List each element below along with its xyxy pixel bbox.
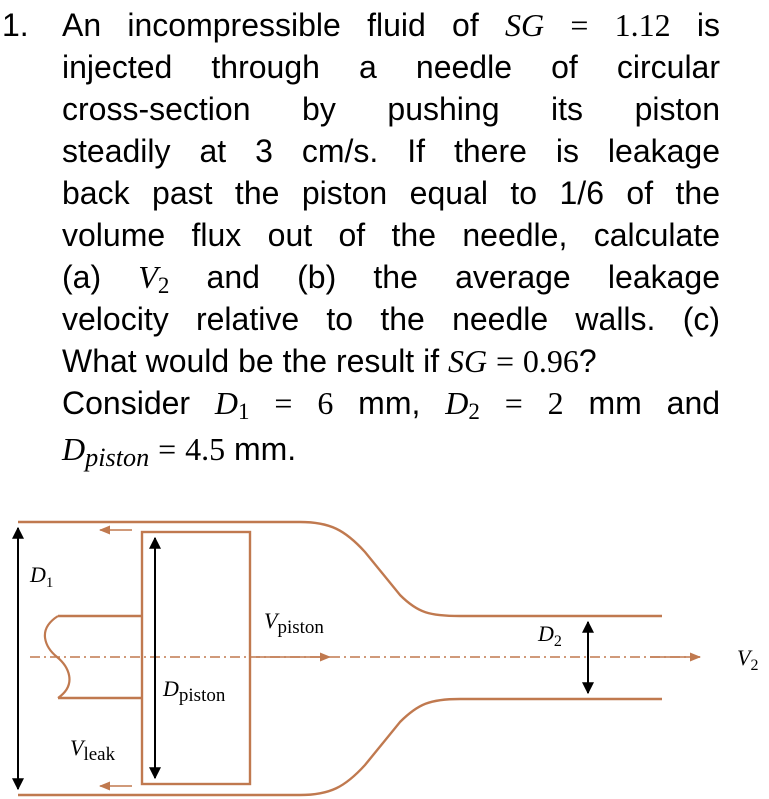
problem-line-10: Consider $D_1 = 6$ mm, $D_2 = 2$ mm and	[62, 385, 721, 425]
d2-value: 2	[547, 385, 564, 421]
piston-speed: 3 cm/s	[255, 133, 370, 169]
problem-line-3: cross-section by pushing its piston	[62, 91, 720, 127]
problem-number: 1.	[2, 7, 29, 43]
problem-line-9: What would be the result if SG = 0.96?	[62, 343, 597, 379]
d1-value: 6	[317, 385, 334, 421]
needle-diagram	[0, 500, 769, 799]
v-piston-label: Vpiston	[264, 608, 324, 638]
dpiston-label: Dpiston	[163, 676, 226, 706]
problem-line-6: volume flux out of the needle, calculate	[62, 217, 720, 253]
problem-line-11: Dpiston = 4.5 mm.	[62, 431, 297, 472]
sg-value-2: 0.96	[522, 343, 579, 379]
problem-line-5: back past the piston equal to 1/6 of the	[62, 175, 721, 211]
v2-label: $V_2$	[737, 645, 759, 674]
problem-line-8: velocity relative to the needle walls. (c)	[62, 301, 720, 337]
problem-line-7: (a) $V_2$ and (b) the average leakage	[62, 259, 721, 299]
upper-wall	[18, 522, 662, 616]
v-leak-label: Vleak	[70, 735, 116, 765]
problem-line-2: injected through a needle of circular	[62, 49, 720, 85]
sg-value-1: 1.12	[614, 7, 671, 43]
d1-label: $D_1$	[30, 562, 54, 591]
d2-label: $D_2$	[538, 621, 562, 650]
problem-line-4: steadily at 3 cm/s. If there is leakage	[62, 133, 721, 169]
piston-head	[142, 532, 250, 784]
dpiston-value: 4.5	[185, 431, 226, 467]
problem-line-1: An incompressible fluid of SG = 1.12 is	[62, 7, 721, 43]
leak-fraction: 1/6	[559, 175, 604, 211]
